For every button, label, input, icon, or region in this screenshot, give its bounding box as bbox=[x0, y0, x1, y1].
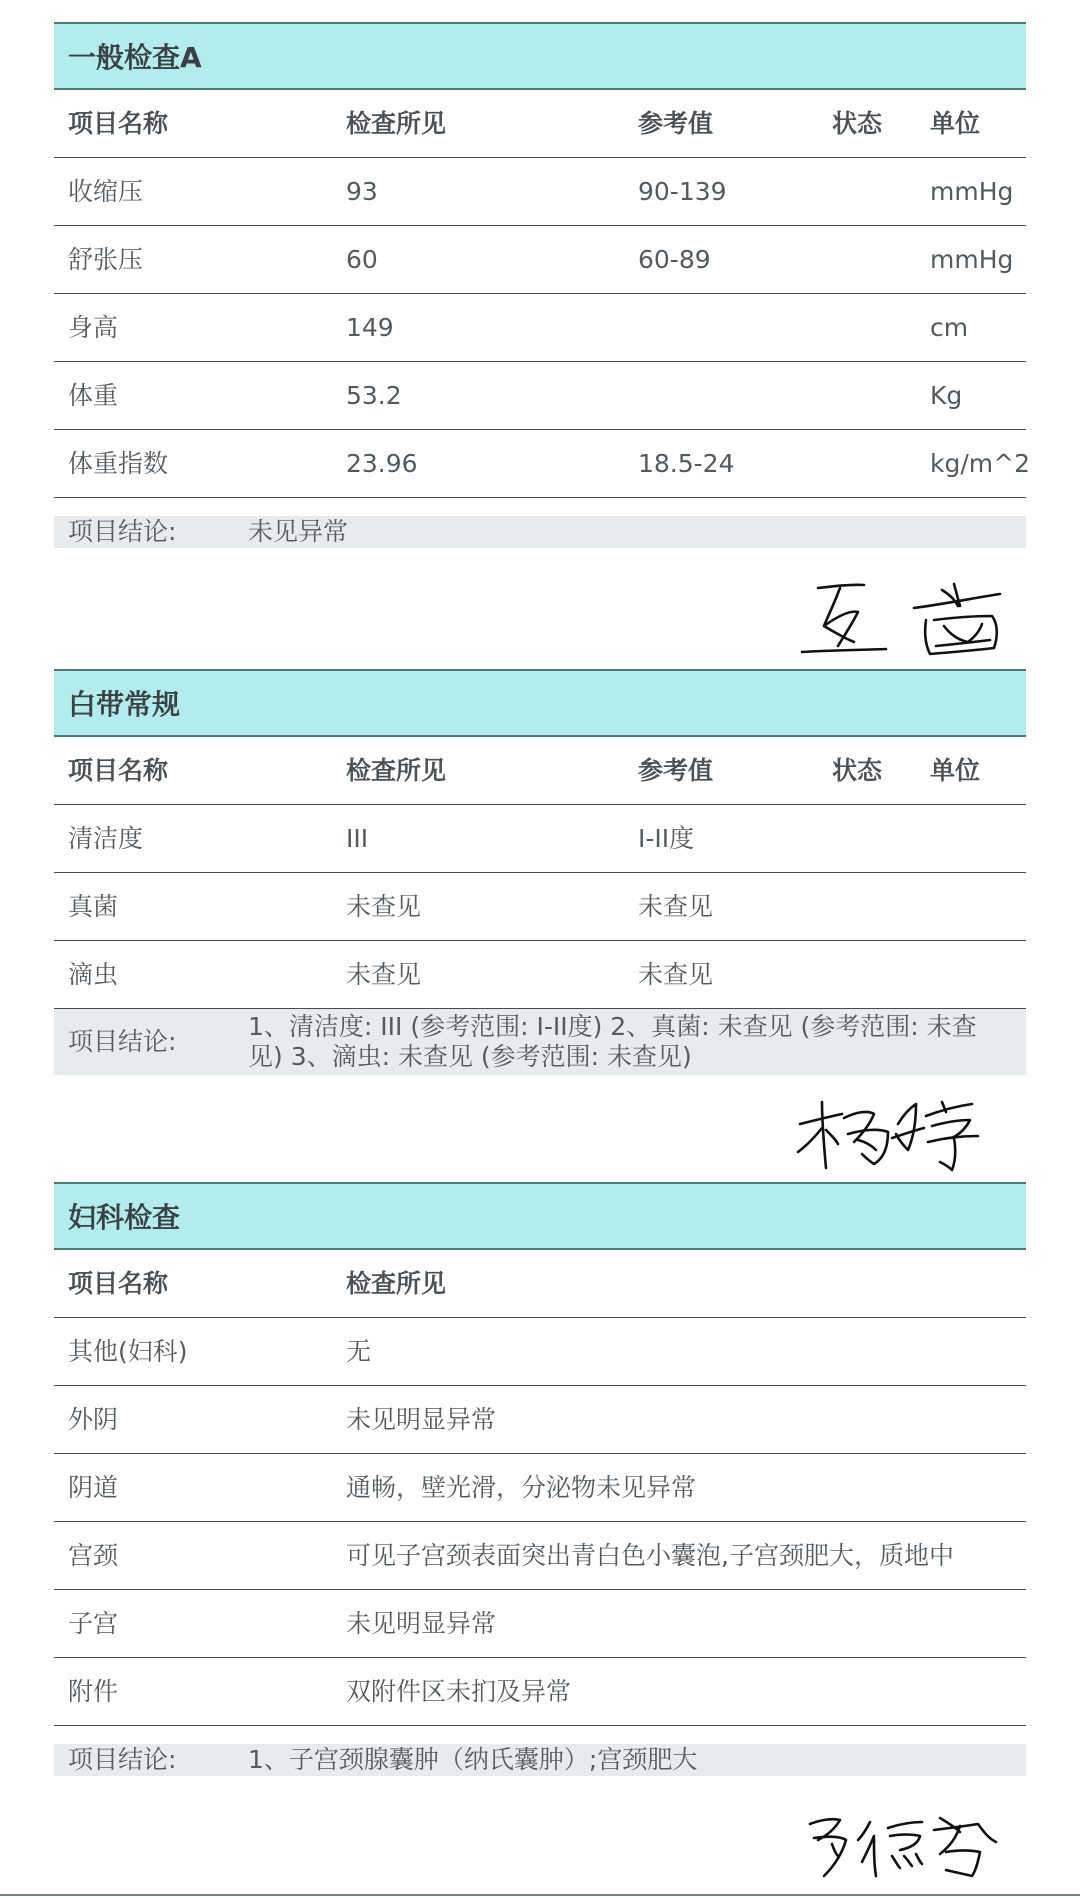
item-name: 附件 bbox=[68, 1677, 119, 1706]
conclusion-text: 未见异常 bbox=[248, 517, 349, 546]
item-unit: cm bbox=[930, 313, 969, 342]
table-row bbox=[54, 294, 1026, 362]
item-finding: III bbox=[346, 824, 369, 853]
item-reference: 60-89 bbox=[638, 245, 711, 274]
general-exam-section bbox=[54, 22, 1030, 548]
item-finding: 23.96 bbox=[346, 449, 418, 478]
item-name: 滴虫 bbox=[68, 960, 119, 989]
leucorrhea-section bbox=[54, 669, 1026, 1075]
conclusion-label: 项目结论: bbox=[68, 1027, 177, 1056]
item-name: 外阴 bbox=[68, 1405, 119, 1434]
item-name: 身高 bbox=[68, 313, 119, 342]
item-finding: 无 bbox=[346, 1337, 372, 1366]
header-item-name: 项目名称 bbox=[68, 756, 169, 785]
doctor-signature-1 bbox=[794, 576, 1026, 662]
item-finding: 可见子宫颈表面突出青白色小囊泡,子宫颈肥大，质地中 bbox=[346, 1541, 954, 1570]
doctor-signature-2 bbox=[792, 1094, 992, 1174]
item-finding: 未见明显异常 bbox=[346, 1609, 497, 1638]
item-unit: Kg bbox=[930, 381, 963, 410]
item-name: 阴道 bbox=[68, 1473, 119, 1502]
header-item-name: 项目名称 bbox=[68, 1269, 169, 1298]
header-findings: 检查所见 bbox=[346, 109, 447, 138]
item-name: 真菌 bbox=[68, 892, 119, 921]
table-header-row bbox=[54, 737, 1026, 805]
header-item-name: 项目名称 bbox=[68, 109, 169, 138]
conclusion-bar bbox=[54, 516, 1026, 548]
item-reference: 未查见 bbox=[638, 892, 714, 921]
item-finding: 149 bbox=[346, 313, 394, 342]
item-name: 清洁度 bbox=[68, 824, 144, 853]
item-name: 其他(妇科) bbox=[68, 1337, 188, 1366]
item-reference: I-II度 bbox=[638, 824, 695, 853]
item-name: 子宫 bbox=[68, 1609, 119, 1638]
item-finding: 60 bbox=[346, 245, 378, 274]
conclusion-label: 项目结论: bbox=[68, 1745, 177, 1774]
table-row bbox=[54, 158, 1026, 226]
header-findings: 检查所见 bbox=[346, 1269, 447, 1298]
section-title: 妇科检查 bbox=[54, 1182, 1026, 1250]
header-findings: 检查所见 bbox=[346, 756, 447, 785]
table-row bbox=[54, 805, 1026, 873]
section-title: 白带常规 bbox=[54, 669, 1026, 737]
item-reference: 18.5-24 bbox=[638, 449, 735, 478]
header-status: 状态 bbox=[832, 109, 883, 138]
header-status: 状态 bbox=[832, 756, 883, 785]
item-finding: 53.2 bbox=[346, 381, 402, 410]
item-finding: 通畅，壁光滑，分泌物未见异常 bbox=[346, 1473, 697, 1502]
item-name: 收缩压 bbox=[68, 177, 144, 206]
item-finding: 双附件区未扪及异常 bbox=[346, 1677, 572, 1706]
table-row bbox=[54, 1318, 1026, 1386]
header-reference: 参考值 bbox=[638, 109, 714, 138]
table-row bbox=[54, 430, 1030, 498]
item-unit: kg/m^2 bbox=[930, 449, 1030, 478]
conclusion-text: 1、子宫颈腺囊肿（纳氏囊肿）;宫颈肥大 bbox=[248, 1745, 698, 1774]
table-row bbox=[54, 873, 1026, 941]
table-header-row bbox=[54, 90, 1026, 158]
item-name: 体重 bbox=[68, 381, 119, 410]
item-unit: mmHg bbox=[930, 177, 1014, 206]
item-name: 舒张压 bbox=[68, 245, 144, 274]
item-unit: mmHg bbox=[930, 245, 1014, 274]
table-row bbox=[54, 226, 1026, 294]
table-row bbox=[54, 1454, 1026, 1522]
item-name: 体重指数 bbox=[68, 449, 169, 478]
header-unit: 单位 bbox=[930, 756, 981, 785]
page-bottom-divider bbox=[0, 1894, 1080, 1896]
doctor-signature-3 bbox=[800, 1806, 1006, 1882]
table-row bbox=[54, 941, 1026, 1009]
table-row bbox=[54, 1522, 1026, 1590]
gynecology-section bbox=[54, 1182, 1026, 1776]
item-finding: 未查见 bbox=[346, 892, 422, 921]
header-unit: 单位 bbox=[930, 109, 981, 138]
section-title: 一般检查A bbox=[54, 22, 1026, 90]
table-header-row bbox=[54, 1250, 1026, 1318]
item-reference: 未查见 bbox=[638, 960, 714, 989]
conclusion-bar bbox=[54, 1009, 1026, 1075]
item-reference: 90-139 bbox=[638, 177, 727, 206]
header-reference: 参考值 bbox=[638, 756, 714, 785]
item-finding: 未查见 bbox=[346, 960, 422, 989]
item-name: 宫颈 bbox=[68, 1541, 119, 1570]
conclusion-bar bbox=[54, 1744, 1026, 1776]
table-row bbox=[54, 1386, 1026, 1454]
item-finding: 93 bbox=[346, 177, 378, 206]
item-finding: 未见明显异常 bbox=[346, 1405, 497, 1434]
conclusion-label: 项目结论: bbox=[68, 517, 177, 546]
table-row bbox=[54, 1658, 1026, 1726]
table-row bbox=[54, 1590, 1026, 1658]
table-row bbox=[54, 362, 1026, 430]
conclusion-text: 1、清洁度: III (参考范围: I-II度) 2、真菌: 未查见 (参考范围: 未查见) 3、滴虫: 未查见 (参考范围: 未查见) bbox=[248, 1012, 977, 1071]
